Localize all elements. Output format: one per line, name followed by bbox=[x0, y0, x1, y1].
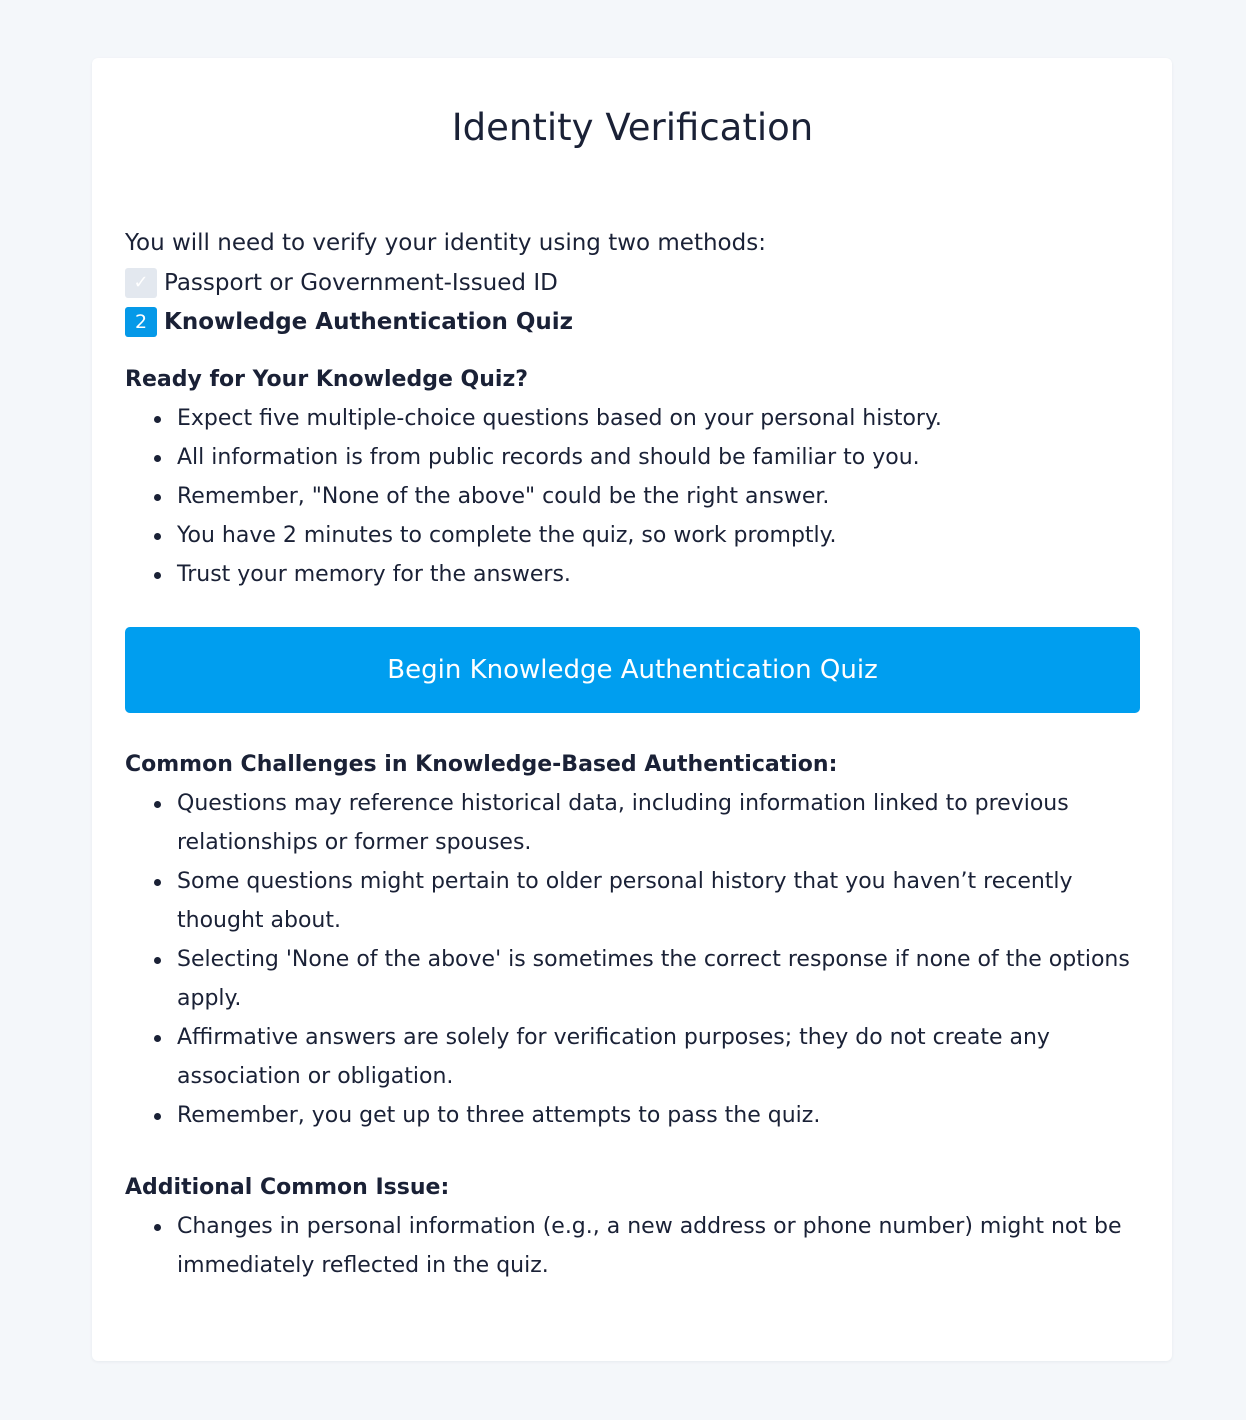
additional-list bbox=[125, 1207, 1140, 1285]
step-number-badge: 2 bbox=[125, 307, 157, 337]
list-item: Changes in personal information (e.g., a new address or phone number) might not be immediately reflected in the quiz. bbox=[125, 1207, 1140, 1285]
list-item: Remember, "None of the above" could be the right answer. bbox=[125, 477, 1140, 516]
list-item: Questions may reference historical data, including information linked to previous relationships or former spouses. bbox=[125, 784, 1140, 862]
verification-card bbox=[92, 58, 1172, 1361]
list-item: Expect five multiple-choice questions based on your personal history. bbox=[125, 399, 1140, 438]
method-label: Passport or Government-Issued ID bbox=[164, 269, 558, 296]
begin-quiz-button[interactable]: Begin Knowledge Authentication Quiz bbox=[125, 627, 1140, 713]
method-item-quiz bbox=[125, 302, 1140, 341]
additional-heading: Additional Common Issue: bbox=[125, 1175, 450, 1200]
ready-list bbox=[125, 399, 1140, 594]
list-item: You have 2 minutes to complete the quiz, so work promptly. bbox=[125, 516, 1140, 555]
list-item: All information is from public records and should be familiar to you. bbox=[125, 438, 1140, 477]
challenges-heading: Common Challenges in Knowledge-Based Authentication: bbox=[125, 752, 838, 777]
list-item: Some questions might pertain to older personal history that you haven’t recently thought about. bbox=[125, 862, 1140, 940]
page-title: Identity Verification bbox=[451, 106, 814, 149]
method-label: Knowledge Authentication Quiz bbox=[164, 308, 574, 335]
challenges-list bbox=[125, 784, 1140, 1135]
list-item: Affirmative answers are solely for verification purposes; they do not create any association or obligation. bbox=[125, 1018, 1140, 1096]
list-item: Remember, you get up to three attempts to pass the quiz. bbox=[125, 1096, 1140, 1135]
list-item: Selecting 'None of the above' is sometimes the correct response if none of the options apply. bbox=[125, 940, 1140, 1018]
method-item-id bbox=[125, 263, 1140, 302]
list-item: Trust your memory for the answers. bbox=[125, 555, 1140, 594]
checkmark-icon: ✓ bbox=[125, 268, 157, 298]
ready-heading: Ready for Your Knowledge Quiz? bbox=[125, 367, 529, 392]
methods-intro: You will need to verify your identity using two methods: bbox=[125, 230, 766, 256]
